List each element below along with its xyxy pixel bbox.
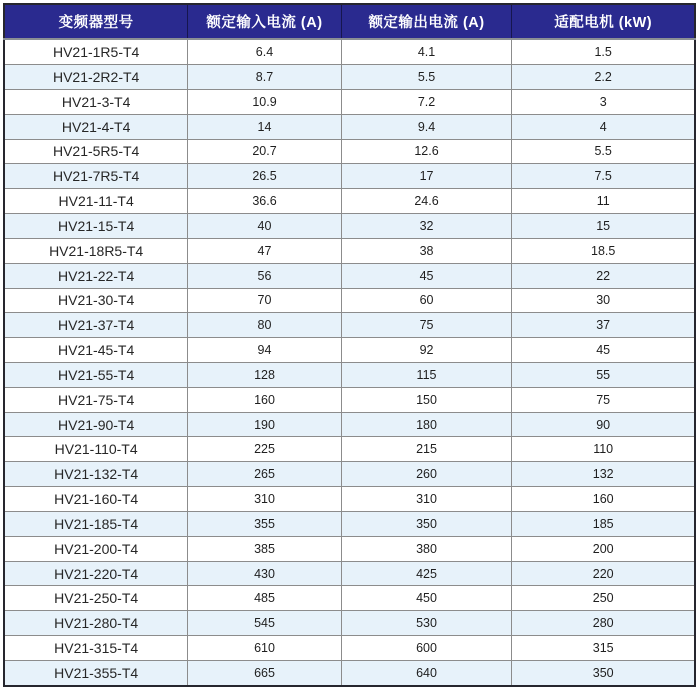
value-cell: 450 — [341, 586, 512, 611]
value-cell: 350 — [341, 511, 512, 536]
table-row — [4, 536, 695, 561]
table-header — [4, 4, 695, 39]
inverter-spec-table-frame — [3, 3, 696, 687]
value-cell: 24.6 — [341, 189, 512, 214]
value-cell: 56 — [188, 263, 341, 288]
value-cell: 380 — [341, 536, 512, 561]
value-cell: 310 — [188, 487, 341, 512]
model-cell: HV21-55-T4 — [4, 362, 188, 387]
model-cell: HV21-5R5-T4 — [4, 139, 188, 164]
value-cell: 160 — [512, 487, 695, 512]
column-header-input-current: 额定输入电流 (A) — [188, 4, 341, 39]
value-cell: 92 — [341, 338, 512, 363]
value-cell: 30 — [512, 288, 695, 313]
model-cell: HV21-1R5-T4 — [4, 39, 188, 65]
value-cell: 17 — [341, 164, 512, 189]
table-row — [4, 164, 695, 189]
table-row — [4, 313, 695, 338]
value-cell: 190 — [188, 412, 341, 437]
table-row — [4, 511, 695, 536]
model-cell: HV21-11-T4 — [4, 189, 188, 214]
value-cell: 36.6 — [188, 189, 341, 214]
table-row — [4, 114, 695, 139]
value-cell: 80 — [188, 313, 341, 338]
model-cell: HV21-280-T4 — [4, 611, 188, 636]
value-cell: 7.5 — [512, 164, 695, 189]
value-cell: 350 — [512, 660, 695, 686]
table-row — [4, 362, 695, 387]
value-cell: 220 — [512, 561, 695, 586]
model-cell: HV21-37-T4 — [4, 313, 188, 338]
table-row — [4, 462, 695, 487]
value-cell: 310 — [341, 487, 512, 512]
value-cell: 250 — [512, 586, 695, 611]
table-row — [4, 636, 695, 661]
value-cell: 11 — [512, 189, 695, 214]
value-cell: 94 — [188, 338, 341, 363]
value-cell: 14 — [188, 114, 341, 139]
model-cell: HV21-250-T4 — [4, 586, 188, 611]
value-cell: 70 — [188, 288, 341, 313]
value-cell: 45 — [341, 263, 512, 288]
model-cell: HV21-160-T4 — [4, 487, 188, 512]
value-cell: 45 — [512, 338, 695, 363]
value-cell: 180 — [341, 412, 512, 437]
value-cell: 260 — [341, 462, 512, 487]
value-cell: 315 — [512, 636, 695, 661]
model-cell: HV21-4-T4 — [4, 114, 188, 139]
table-row — [4, 561, 695, 586]
value-cell: 4 — [512, 114, 695, 139]
value-cell: 9.4 — [341, 114, 512, 139]
value-cell: 8.7 — [188, 65, 341, 90]
value-cell: 185 — [512, 511, 695, 536]
table-row — [4, 139, 695, 164]
value-cell: 150 — [341, 387, 512, 412]
value-cell: 545 — [188, 611, 341, 636]
table-row — [4, 263, 695, 288]
value-cell: 38 — [341, 238, 512, 263]
value-cell: 385 — [188, 536, 341, 561]
value-cell: 280 — [512, 611, 695, 636]
model-cell: HV21-45-T4 — [4, 338, 188, 363]
model-cell: HV21-200-T4 — [4, 536, 188, 561]
value-cell: 115 — [341, 362, 512, 387]
table-row — [4, 65, 695, 90]
value-cell: 47 — [188, 238, 341, 263]
model-cell: HV21-355-T4 — [4, 660, 188, 686]
header-row — [4, 4, 695, 39]
value-cell: 37 — [512, 313, 695, 338]
value-cell: 132 — [512, 462, 695, 487]
value-cell: 225 — [188, 437, 341, 462]
model-cell: HV21-18R5-T4 — [4, 238, 188, 263]
value-cell: 430 — [188, 561, 341, 586]
value-cell: 485 — [188, 586, 341, 611]
value-cell: 530 — [341, 611, 512, 636]
model-cell: HV21-110-T4 — [4, 437, 188, 462]
value-cell: 55 — [512, 362, 695, 387]
model-cell: HV21-15-T4 — [4, 214, 188, 239]
table-row — [4, 39, 695, 65]
value-cell: 4.1 — [341, 39, 512, 65]
table-row — [4, 189, 695, 214]
value-cell: 32 — [341, 214, 512, 239]
value-cell: 640 — [341, 660, 512, 686]
value-cell: 665 — [188, 660, 341, 686]
value-cell: 7.2 — [341, 89, 512, 114]
value-cell: 425 — [341, 561, 512, 586]
value-cell: 265 — [188, 462, 341, 487]
value-cell: 610 — [188, 636, 341, 661]
value-cell: 22 — [512, 263, 695, 288]
value-cell: 12.6 — [341, 139, 512, 164]
table-row — [4, 338, 695, 363]
value-cell: 60 — [341, 288, 512, 313]
value-cell: 110 — [512, 437, 695, 462]
table-row — [4, 660, 695, 686]
table-row — [4, 487, 695, 512]
model-cell: HV21-185-T4 — [4, 511, 188, 536]
value-cell: 75 — [512, 387, 695, 412]
value-cell: 3 — [512, 89, 695, 114]
column-header-output-current: 额定输出电流 (A) — [341, 4, 512, 39]
value-cell: 10.9 — [188, 89, 341, 114]
table-row — [4, 238, 695, 263]
column-header-motor-power: 适配电机 (kW) — [512, 4, 695, 39]
value-cell: 40 — [188, 214, 341, 239]
table-row — [4, 214, 695, 239]
model-cell: HV21-75-T4 — [4, 387, 188, 412]
value-cell: 1.5 — [512, 39, 695, 65]
table-row — [4, 586, 695, 611]
value-cell: 5.5 — [512, 139, 695, 164]
table-row — [4, 387, 695, 412]
value-cell: 90 — [512, 412, 695, 437]
table-body — [4, 39, 695, 686]
model-cell: HV21-132-T4 — [4, 462, 188, 487]
table-row — [4, 412, 695, 437]
value-cell: 20.7 — [188, 139, 341, 164]
column-header-model: 变频器型号 — [4, 4, 188, 39]
inverter-spec-table — [3, 3, 696, 687]
value-cell: 160 — [188, 387, 341, 412]
model-cell: HV21-7R5-T4 — [4, 164, 188, 189]
value-cell: 2.2 — [512, 65, 695, 90]
model-cell: HV21-22-T4 — [4, 263, 188, 288]
value-cell: 600 — [341, 636, 512, 661]
value-cell: 6.4 — [188, 39, 341, 65]
table-row — [4, 89, 695, 114]
model-cell: HV21-90-T4 — [4, 412, 188, 437]
table-row — [4, 437, 695, 462]
model-cell: HV21-3-T4 — [4, 89, 188, 114]
value-cell: 15 — [512, 214, 695, 239]
value-cell: 26.5 — [188, 164, 341, 189]
model-cell: HV21-2R2-T4 — [4, 65, 188, 90]
model-cell: HV21-30-T4 — [4, 288, 188, 313]
value-cell: 215 — [341, 437, 512, 462]
value-cell: 18.5 — [512, 238, 695, 263]
model-cell: HV21-220-T4 — [4, 561, 188, 586]
value-cell: 5.5 — [341, 65, 512, 90]
value-cell: 355 — [188, 511, 341, 536]
value-cell: 200 — [512, 536, 695, 561]
table-row — [4, 288, 695, 313]
model-cell: HV21-315-T4 — [4, 636, 188, 661]
value-cell: 75 — [341, 313, 512, 338]
table-row — [4, 611, 695, 636]
value-cell: 128 — [188, 362, 341, 387]
